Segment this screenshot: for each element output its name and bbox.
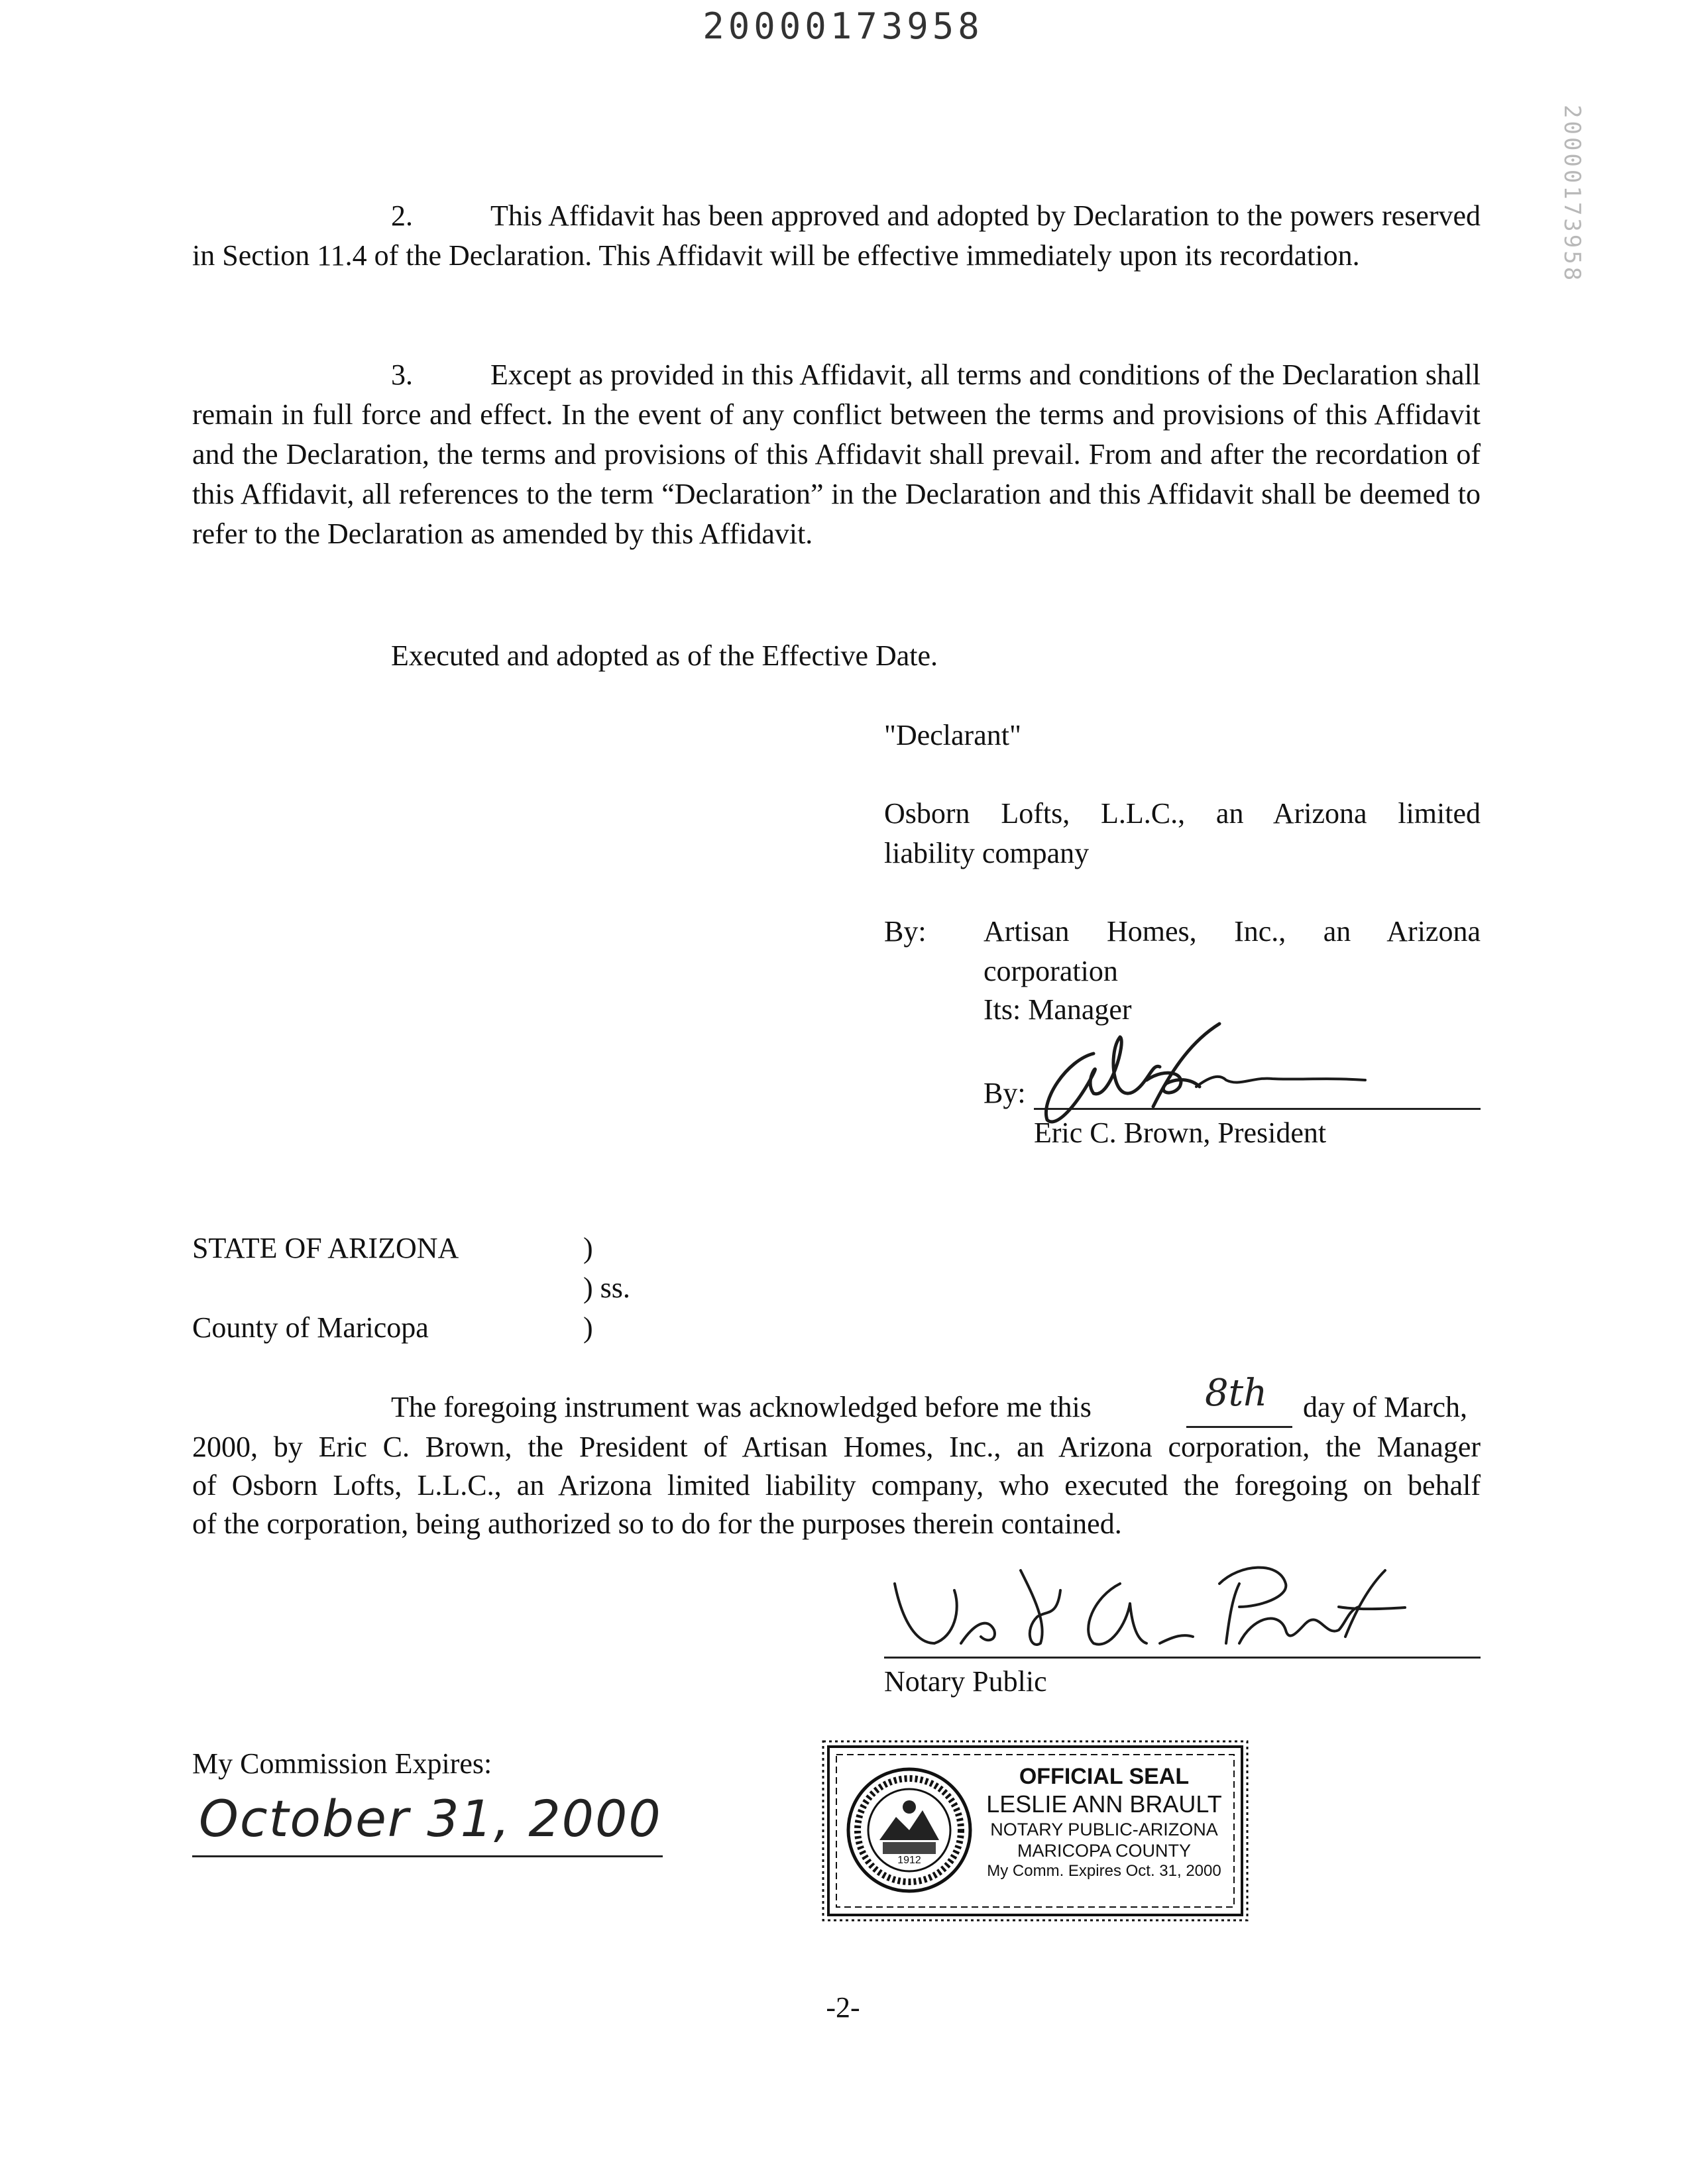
notary-signature-line: [884, 1657, 1481, 1659]
notary-label: Notary Public: [884, 1665, 1047, 1698]
document-number: 20000173958: [702, 5, 984, 47]
commission-date-line: [192, 1855, 663, 1857]
venue-state: STATE OF ARIZONA: [192, 1232, 459, 1264]
state-seal-emblem: [843, 1764, 976, 1896]
acknowledgment-line-3: of Osborn Lofts, L.L.C., an Arizona limited liability company, who executed the foregoing on behalf: [192, 1469, 1481, 1502]
signer-name: Eric C. Brown, President: [1034, 1117, 1327, 1149]
seal-line-1: OFFICIAL SEAL: [1019, 1764, 1190, 1789]
commission-date-handwritten: October 31, 2000: [199, 1789, 662, 1848]
acknowledgment-line-4: of the corporation, being authorized so to do for the purposes therein contained.: [192, 1507, 1122, 1540]
seal-emblem-year: 1912: [897, 1855, 921, 1866]
venue-ss: ) ss.: [583, 1272, 630, 1304]
by-label-1: By:: [884, 915, 927, 948]
venue-county: County of Maricopa: [192, 1311, 429, 1344]
executed-statement: Executed and adopted as of the Effective Date.: [391, 639, 938, 672]
acknowledgment-after-day: day of March,: [1303, 1391, 1468, 1423]
paragraph-3: [192, 355, 1481, 554]
seal-line-2: LESLIE ANN BRAULT: [986, 1790, 1222, 1818]
acknowledgment-lead: The foregoing instrument was acknowledged before me this: [391, 1391, 1092, 1423]
acknowledgment-line-2: 2000, by Eric C. Brown, the President of Artisan Homes, Inc., an Arizona corporation, the Manager: [192, 1431, 1481, 1463]
by-label-2: By:: [984, 1077, 1026, 1109]
commission-label: My Commission Expires:: [192, 1747, 492, 1780]
declarant-label: "Declarant": [884, 719, 1021, 751]
paragraph-3-number: 3.: [391, 358, 413, 391]
seal-line-5: My Comm. Expires Oct. 31, 2000: [987, 1862, 1221, 1880]
manager-role: Its: Manager: [984, 993, 1132, 1026]
venue-paren-2: ): [583, 1311, 593, 1344]
side-recording-stamp: 20000173958: [1559, 105, 1585, 284]
seal-line-4: MARICOPA COUNTY: [1017, 1841, 1192, 1861]
paragraph-2-number: 2.: [391, 199, 413, 232]
seal-line-3: NOTARY PUBLIC-ARIZONA: [990, 1820, 1218, 1839]
company-line-2: liability company: [884, 837, 1090, 869]
notary-seal: [819, 1737, 1251, 1924]
day-handwritten: 8th: [1205, 1372, 1268, 1415]
paragraph-3-text: Except as provided in this Affidavit, all terms and conditions of the Declaration shall remain in full force and effect. In the event of any conflict between the terms and provisions of this Affidavit and the Declaration, the terms and provisions of this Affidavit shall prevail. From and after the recordation of this Affidavit, all references to the term “Declaration” in the Declaration and this Affidavit shall be deemed to refer to the Declaration as amended by this Affidavit.: [192, 358, 1481, 550]
paragraph-2: [192, 196, 1481, 276]
manager-line-2: corporation: [984, 955, 1118, 987]
venue-paren-1: ): [583, 1232, 593, 1264]
manager-line-1: Artisan Homes, Inc., an Arizona: [984, 915, 1481, 948]
page-number: -2-: [826, 1991, 860, 2024]
paragraph-2-text: This Affidavit has been approved and adopted by Declaration to the powers reserved in Section 11.4 of the Declaration. This Affidavit will be effective immediately upon its recordation.: [192, 199, 1481, 272]
company-line-1: Osborn Lofts, L.L.C., an Arizona limited: [884, 797, 1481, 830]
